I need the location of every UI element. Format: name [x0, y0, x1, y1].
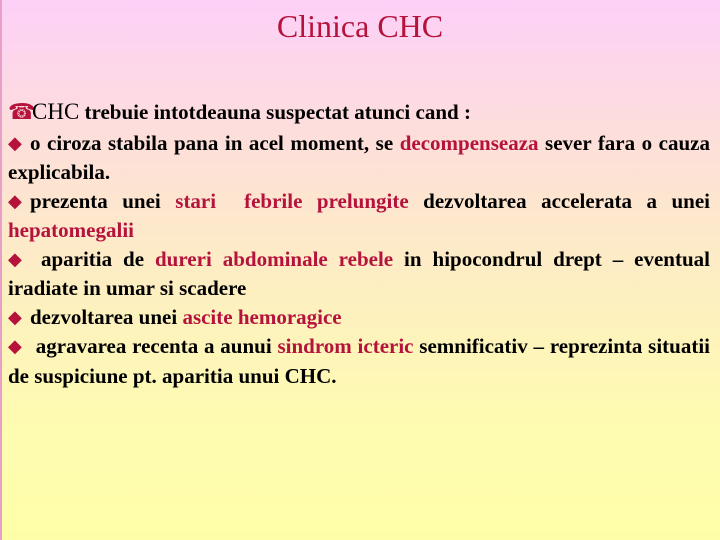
diamond-bullet-icon: ◆ [8, 248, 22, 269]
telephone-icon: ☎ [8, 99, 36, 124]
highlight-ascite-hemoragice: ascite hemoragice [182, 304, 342, 329]
bullet-item-5: ◆ agravarea recenta a aunui sindrom icteric semnificativ – reprezinta situatii de suspiciune pt. aparitia unui CHC. [8, 334, 710, 388]
bullet-item-4: ◆ dezvoltarea unei ascite hemoragice [8, 303, 710, 333]
intro-text: trebuie intotdeauna suspectat atunci cand : [79, 100, 471, 124]
diamond-bullet-icon: ◆ [8, 190, 22, 211]
highlight-hepatomegalii: hepatomegalii [8, 218, 134, 242]
intro-lead: CHC [32, 99, 80, 124]
diamond-bullet-icon: ◆ [8, 132, 22, 153]
intro-line [8, 98, 710, 127]
highlight-stari: stari [175, 188, 217, 213]
slide-title: Clinica CHC [276, 8, 444, 44]
bullet-item-3: ◆ aparitia de dureri abdominale rebele in hipocondrul drept – eventual iradiate in umar si scadere [8, 246, 710, 300]
bullet-item-2: ◆ prezenta unei stari febrile prelungite dezvoltarea accelerata a unei hepatomegalii [8, 188, 710, 242]
bullet-item-1: ◆ o ciroza stabila pana in acel moment, se decompenseaza sever fara o cauza explicabila. [8, 130, 710, 184]
highlight-febrile-prelungite: febrile prelungite [244, 188, 409, 213]
slide-content [8, 98, 710, 390]
diamond-bullet-icon: ◆ [8, 306, 22, 327]
diamond-bullet-icon: ◆ [8, 336, 22, 356]
highlight-sindrom-icteric: sindrom icteric [277, 334, 414, 358]
highlight-dureri-abdominale: dureri abdominale rebele [155, 246, 394, 271]
highlight-decompenseaza: decompenseaza [399, 130, 539, 155]
